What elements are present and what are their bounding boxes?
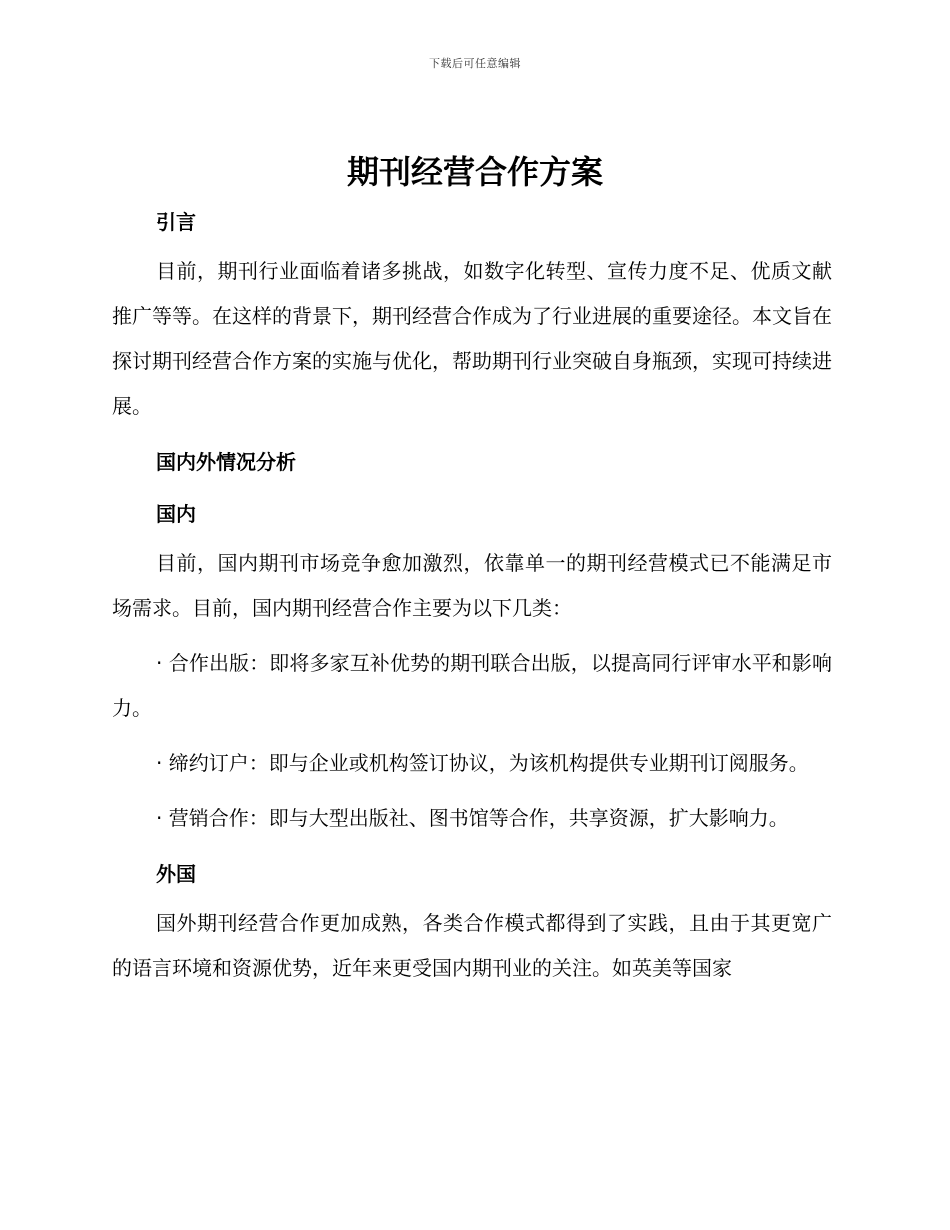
header-note: 下载后可任意编辑 (429, 57, 521, 70)
section-heading-intro: 引言 (156, 210, 196, 234)
paragraph-intro: 目前，期刊行业面临着诸多挑战，如数字化转型、宣传力度不足、优质文献推广等等。在这样的背景下，期刊经营合作成为了行业进展的重要途径。本文旨在探讨期刊经营合作方案的实施与优化，帮助期刊行业突破自身瓶颈，实现可持续进展。 (112, 259, 832, 418)
subsection-heading-foreign: 外国 (156, 862, 196, 886)
bullet-item-marketing: · 营销合作：即与大型出版社、图书馆等合作，共享资源，扩大影响力。 (156, 806, 789, 830)
subsection-heading-domestic: 国内 (156, 502, 196, 526)
document-body (112, 203, 832, 991)
bullet-item-subscription: · 缔约订户：即与企业或机构签订协议，为该机构提供专业期刊订阅服务。 (156, 751, 809, 775)
paragraph-foreign: 国外期刊经营合作更加成熟，各类合作模式都得到了实践，且由于其更宽广的语言环境和资源优势，近年来更受国内期刊业的关注。如英美等国家 (112, 911, 832, 980)
section-heading-analysis: 国内外情况分析 (156, 450, 296, 474)
bullet-item-joint-publishing: · 合作出版：即将多家互补优势的期刊联合出版，以提高同行评审水平和影响力。 (112, 651, 832, 720)
document-title: 期刊经营合作方案 (346, 153, 603, 191)
paragraph-domestic: 目前，国内期刊市场竞争愈加激烈，依靠单一的期刊经营模式已不能满足市场需求。目前，国内期刊经营合作主要为以下几类： (112, 551, 832, 620)
